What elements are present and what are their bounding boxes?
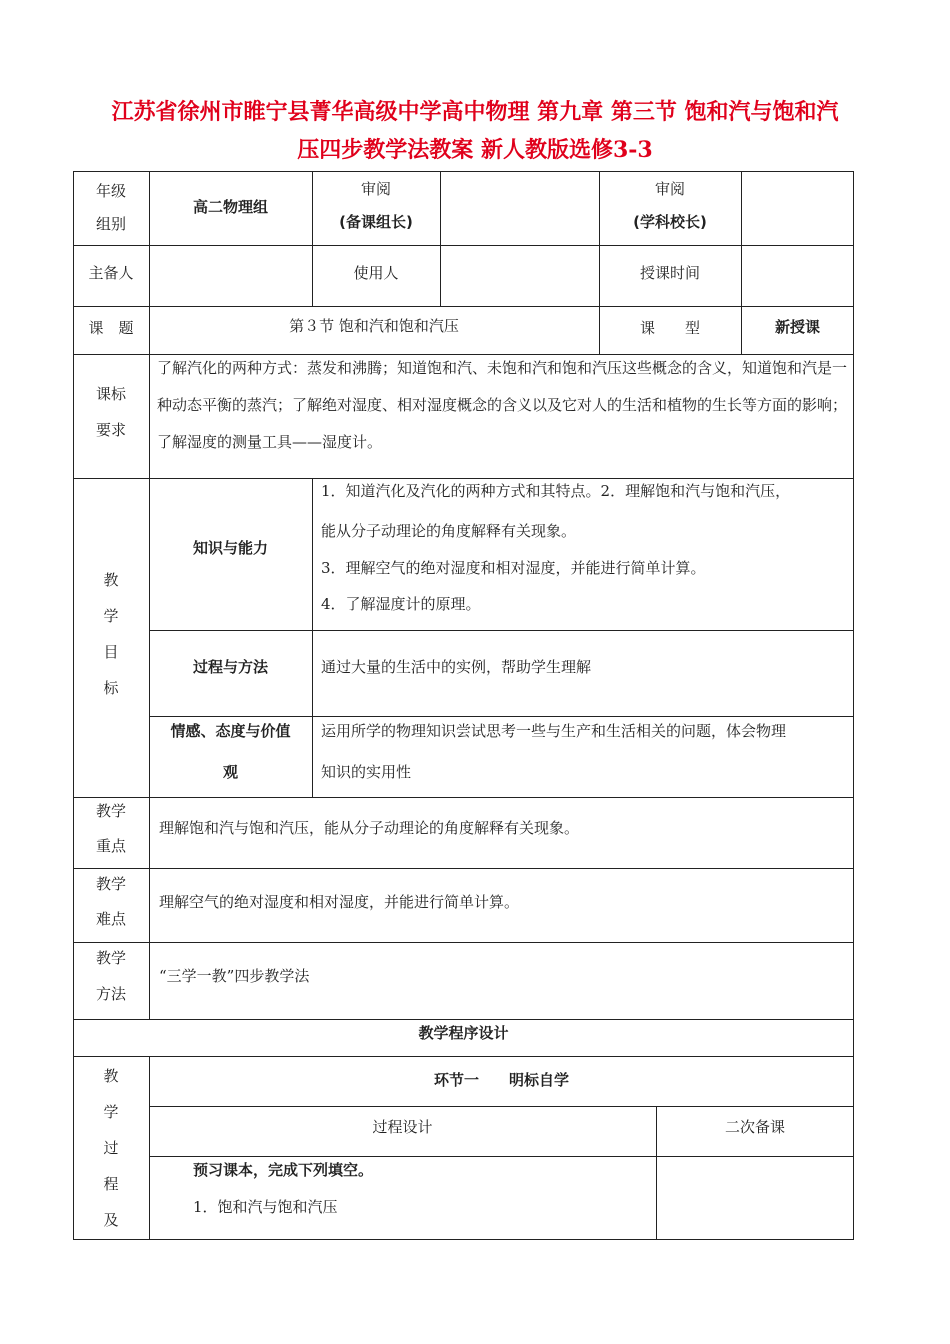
knowledge-line-2: 能从分子动理论的角度解释有关现象。 — [321, 522, 577, 540]
row-divider — [149, 1156, 854, 1157]
col-divider — [149, 171, 150, 1019]
type-value: 新授课 — [774, 318, 820, 336]
review1-label: 审阅 — [360, 180, 391, 198]
process-label: 过程与方法 — [192, 658, 268, 676]
key-points-text: 理解饱和汽与饱和汽压，能从分子动理论的角度解释有关现象。 — [159, 819, 580, 837]
emotion-label-1: 情感、态度与价值 — [170, 722, 291, 740]
key-points-label-1: 教学 — [95, 802, 126, 820]
row-divider — [73, 797, 854, 798]
row-divider — [73, 478, 854, 479]
col-second-header: 二次备课 — [724, 1118, 785, 1136]
standard-label-2: 要求 — [95, 421, 126, 439]
section-title: 环节一 明标自学 — [433, 1071, 569, 1089]
topic-label: 课 题 — [88, 319, 134, 337]
col-divider — [312, 478, 313, 797]
row-divider — [73, 942, 854, 943]
emotion-line-1: 运用所学的物理知识尝试思考一些与生产和生活相关的问题，体会物理 — [321, 722, 787, 740]
title-line-2: 压四步教学法教案 新人教版选修3-3 — [297, 137, 653, 163]
knowledge-line-1: 1．知道汽化及汽化的两种方式和其特点。2．理解饱和汽与饱和汽压， — [321, 482, 791, 500]
difficulties-label-2: 难点 — [95, 910, 126, 928]
row-divider — [73, 245, 854, 246]
difficulties-text: 理解空气的绝对湿度和相对湿度，并能进行简单计算。 — [159, 893, 520, 911]
preview-task: 预习课本，完成下列填空。 — [193, 1161, 374, 1179]
grade-label-1: 年级 — [95, 182, 126, 200]
time-label: 授课时间 — [639, 264, 700, 282]
key-points-label-2: 重点 — [95, 837, 126, 855]
item-1: 1．饱和汽与饱和汽压 — [193, 1198, 338, 1216]
emotion-label-2: 观 — [222, 763, 238, 781]
grade-label-2: 组别 — [95, 215, 126, 233]
type-label: 课 型 — [639, 319, 700, 337]
row-divider — [149, 630, 854, 631]
objectives-label: 教 学 目 标 — [103, 571, 119, 697]
grade-value: 高二物理组 — [192, 198, 268, 216]
row-divider — [73, 868, 854, 869]
knowledge-line-4: 4．了解湿度计的原理。 — [321, 595, 481, 613]
emotion-line-2: 知识的实用性 — [321, 763, 412, 781]
row-divider — [73, 1019, 854, 1020]
method-text: “三学一教”四步教学法 — [159, 967, 310, 985]
review1-sub: (备课组长) — [339, 213, 413, 231]
row-divider — [149, 1106, 854, 1107]
row-divider — [73, 1056, 854, 1057]
col-process-header: 过程设计 — [372, 1118, 433, 1136]
method-label-1: 教学 — [95, 949, 126, 967]
review2-label: 审阅 — [654, 180, 685, 198]
row-divider — [73, 306, 854, 307]
method-label-2: 方法 — [95, 985, 126, 1003]
knowledge-line-3: 3．理解空气的绝对湿度和相对湿度，并能进行简单计算。 — [321, 559, 706, 577]
row-divider — [149, 716, 854, 717]
standard-text: 了解汽化的两种方式：蒸发和沸腾；知道饱和汽、未饱和汽和饱和汽压这些概念的含义，知道饱和汽是一种动态平衡的蒸汽；了解绝对湿度、相对湿度概念的含义以及它对人的生活和植物的生长等方面的影响；了解湿度的测量工具——湿度计。 — [157, 359, 848, 451]
standard-label-1: 课标 — [95, 385, 126, 403]
process-text: 通过大量的生活中的实例，帮助学生理解 — [321, 658, 592, 676]
review2-sub: (学科校长) — [633, 213, 707, 231]
knowledge-label: 知识与能力 — [192, 539, 268, 557]
user-label: 使用人 — [353, 264, 399, 282]
difficulties-label-1: 教学 — [95, 875, 126, 893]
program-heading: 教学程序设计 — [418, 1024, 509, 1042]
program-side-label: 教 学 过 程 及 — [103, 1067, 119, 1229]
topic-value: 第３节 饱和汽和饱和汽压 — [289, 317, 459, 335]
col-divider — [440, 171, 441, 306]
preparer-label: 主备人 — [88, 264, 134, 282]
title-line-1: 江苏省徐州市睢宁县菁华高级中学高中物理 第九章 第三节 饱和汽与饱和汽 — [111, 99, 839, 125]
